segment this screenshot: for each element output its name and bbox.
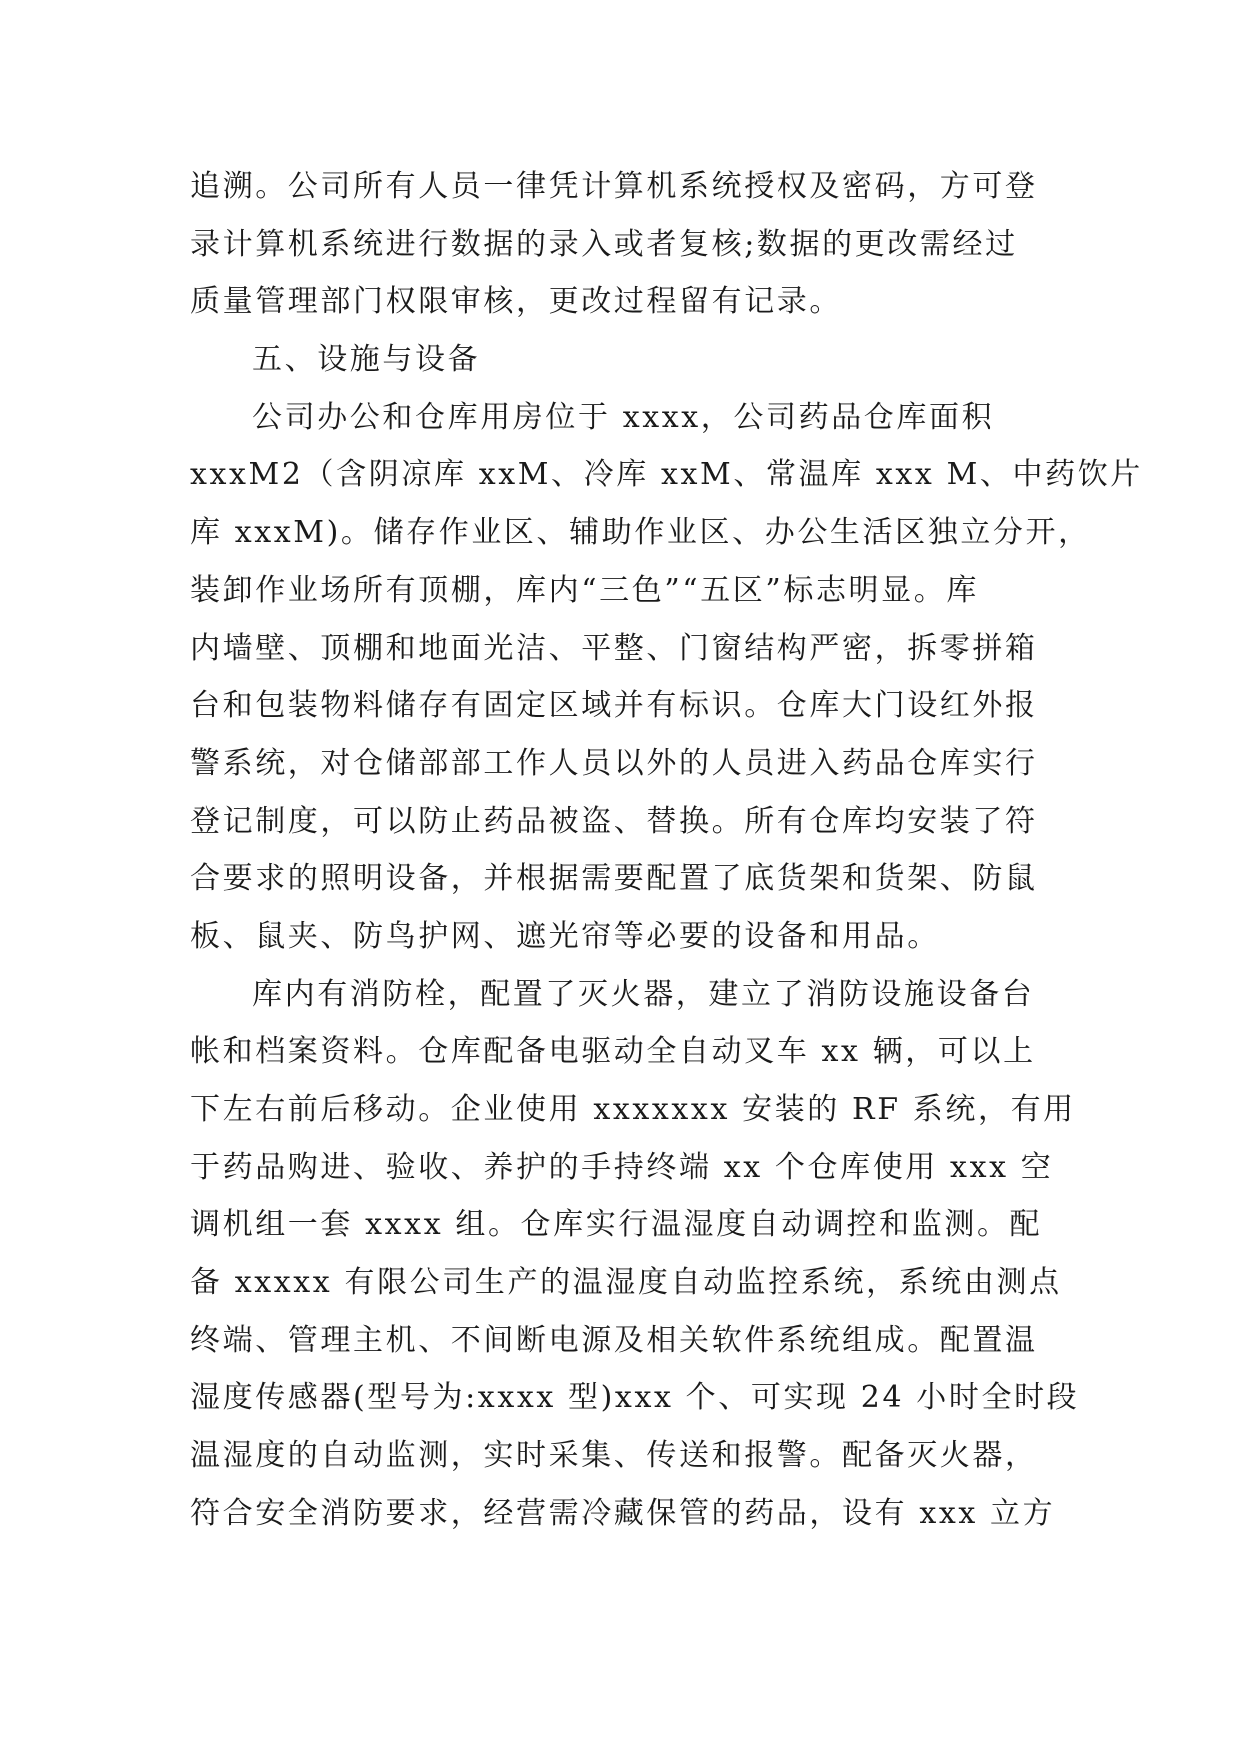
document-body <box>190 158 1143 1543</box>
text-line: 警系统，对仓储部部工作人员以外的人员进入药品仓库实行 <box>190 745 1038 781</box>
text-line: 装卸作业场所有顶棚，库内“三色”“五区”标志明显。库 <box>190 572 979 608</box>
text-line: 帐和档案资料。仓库配备电驱动全自动叉车 xx 辆，可以上 <box>190 1034 1036 1070</box>
text-line: 库内有消防栓，配置了灭火器，建立了消防设施设备台 <box>252 976 1035 1012</box>
text-line: 追溯。公司所有人员一律凭计算机系统授权及密码，方可登 <box>190 169 1038 204</box>
text-line: 质量管理部门权限审核，更改过程留有记录。 <box>190 284 842 320</box>
text-line: 温湿度的自动监测，实时采集、传送和报警。配备灭火器， <box>190 1438 1038 1474</box>
section-heading: 五、设施与设备 <box>252 342 481 378</box>
text-line: 内墙壁、顶棚和地面光洁、平整、门窗结构严密，拆零拼箱 <box>190 630 1038 666</box>
text-line: 库 xxxM)。储存作业区、辅助作业区、办公生活区独立分开， <box>190 515 1091 551</box>
text-line: 公司办公和仓库用房位于 xxxx，公司药品仓库面积 <box>252 399 995 435</box>
text-line: 合要求的照明设备，并根据需要配置了底货架和货架、防鼠 <box>190 861 1038 897</box>
text-line: 符合安全消防要求，经营需冷藏保管的药品，设有 xxx 立方 <box>190 1495 1056 1531</box>
text-line: 登记制度，可以防止药品被盗、替换。所有仓库均安装了符 <box>190 803 1038 839</box>
text-line: 于药品购进、验收、养护的手持终端 xx 个仓库使用 xxx 空 <box>190 1149 1054 1185</box>
text-line: 录计算机系统进行数据的录入或者复核;数据的更改需经过 <box>190 226 1018 262</box>
text-line: 台和包装物料储存有固定区域并有标识。仓库大门设红外报 <box>190 688 1038 724</box>
text-line: 板、鼠夹、防鸟护网、遮光帘等必要的设备和用品。 <box>190 918 940 954</box>
text-line: 湿度传感器(型号为:xxxx 型)xxx 个、可实现 24 小时全时段 <box>190 1380 1080 1416</box>
text-line: 调机组一套 xxxx 组。仓库实行温湿度自动调控和监测。配 <box>190 1207 1043 1243</box>
text-line: 备 xxxxx 有限公司生产的温湿度自动监控系统，系统由测点 <box>190 1265 1062 1301</box>
text-line: 终端、管理主机、不间断电源及相关软件系统组成。配置温 <box>190 1322 1038 1358</box>
text-line: 下左右前后移动。企业使用 xxxxxxx 安装的 RF 系统，有用 <box>190 1092 1076 1127</box>
text-line: xxxM2（含阴凉库 xxM、冷库 xxM、常温库 xxx M、中药饮片 <box>190 457 1143 493</box>
